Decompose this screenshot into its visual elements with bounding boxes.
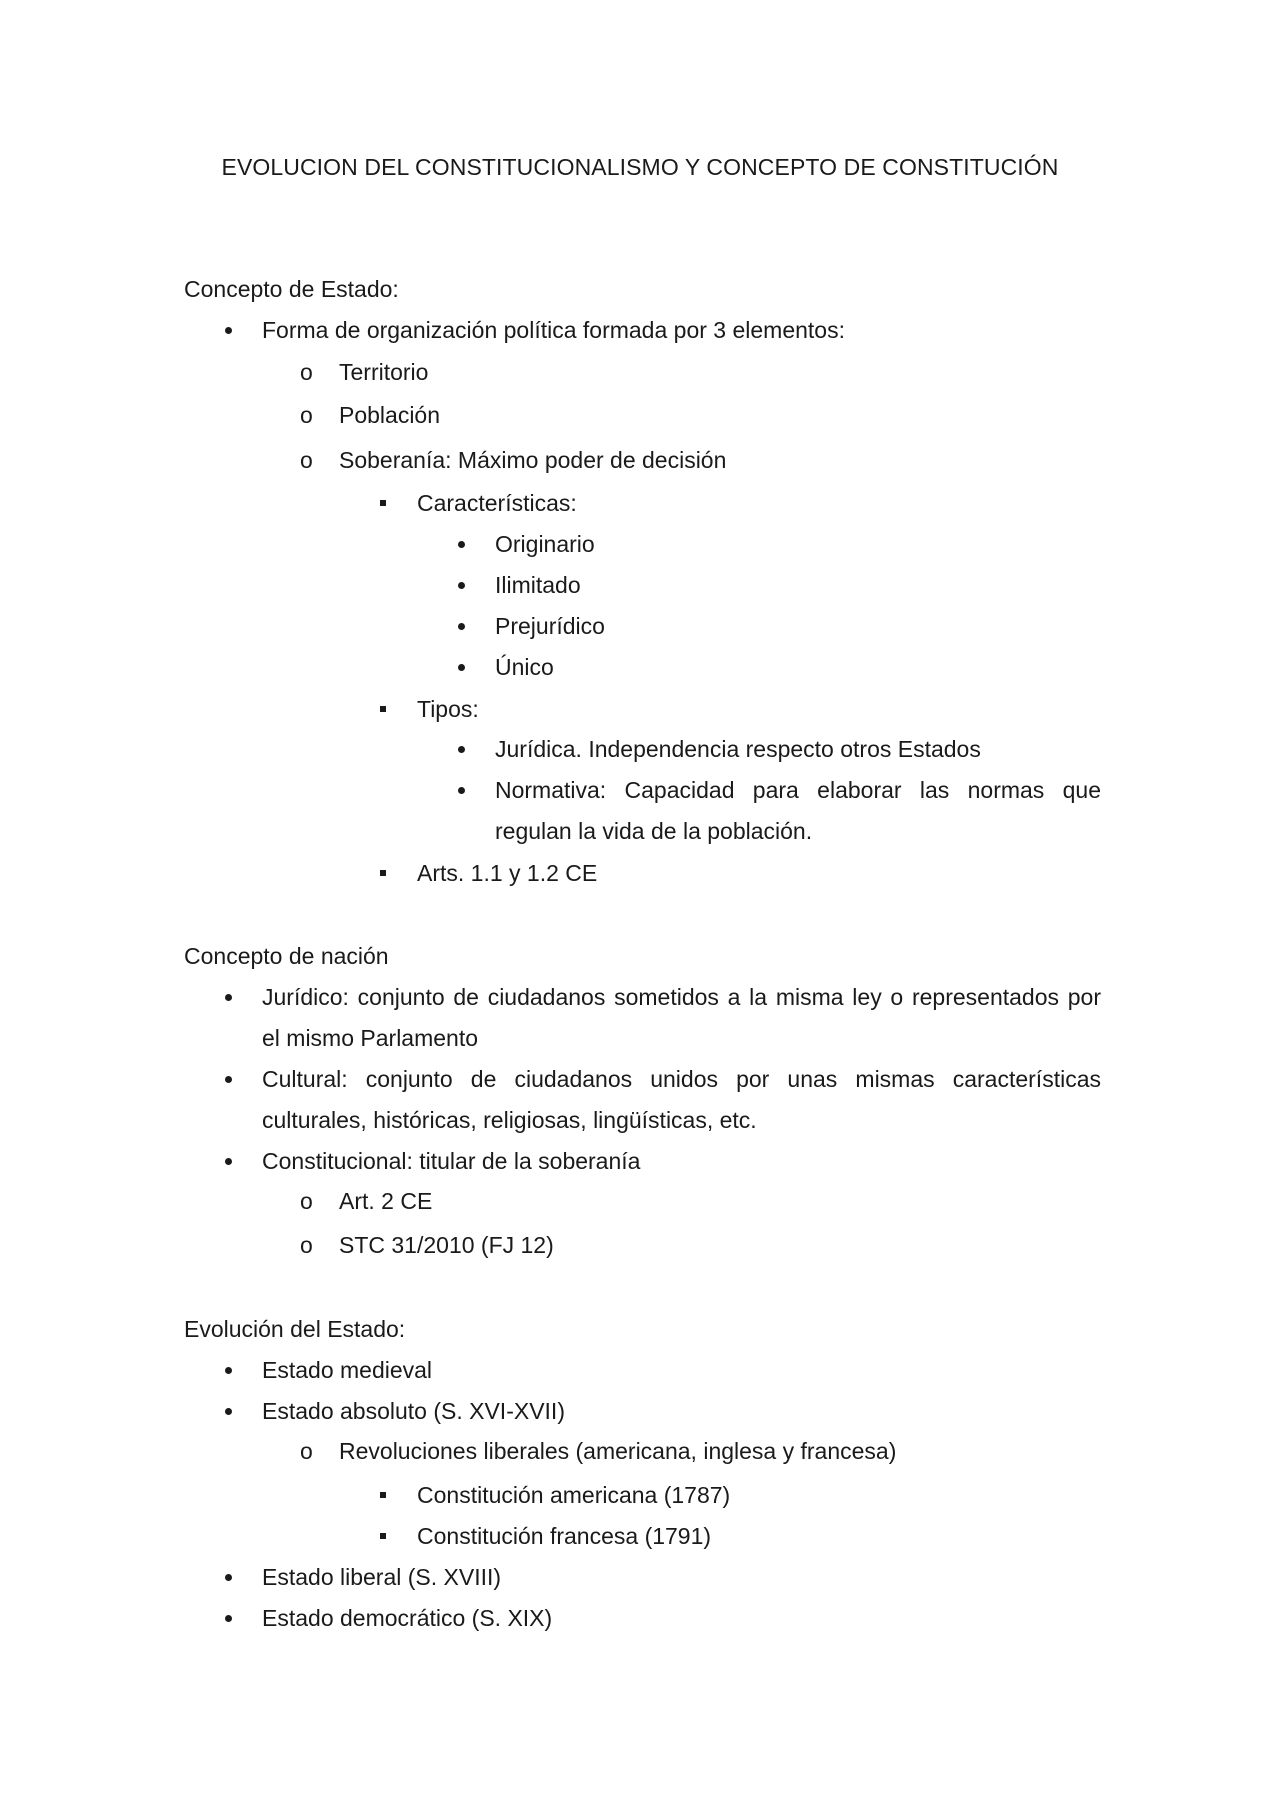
bullet-o-icon: o — [300, 1232, 313, 1258]
bullet-dot-icon — [458, 541, 465, 548]
section-heading-nacion: Concepto de nación — [184, 943, 389, 969]
bullet-square-icon — [380, 706, 386, 712]
list-item: Ilimitado — [495, 572, 581, 598]
bullet-o-icon: o — [300, 402, 313, 428]
section-heading-estado: Concepto de Estado: — [184, 276, 399, 302]
bullet-square-icon — [380, 500, 386, 506]
list-item: Soberanía: Máximo poder de decisión — [339, 447, 727, 473]
bullet-square-icon — [380, 870, 386, 876]
bullet-dot-icon — [458, 664, 465, 671]
list-item: Jurídica. Independencia respecto otros Estados — [495, 736, 981, 762]
list-item: Prejurídico — [495, 613, 605, 639]
list-item: Originario — [495, 531, 595, 557]
list-item-continuation: regulan la vida de la población. — [495, 818, 813, 844]
list-item: Población — [339, 402, 441, 428]
bullet-dot-icon — [458, 623, 465, 630]
list-item: Constitución francesa (1791) — [417, 1523, 712, 1549]
bullet-o-icon: o — [300, 1438, 313, 1464]
list-item: Único — [495, 654, 554, 680]
list-item: Constitucional: titular de la soberanía — [262, 1148, 641, 1174]
list-item: Arts. 1.1 y 1.2 CE — [417, 860, 598, 886]
bullet-square-icon — [380, 1492, 386, 1498]
list-item: Estado democrático (S. XIX) — [262, 1605, 553, 1631]
bullet-dot-icon — [225, 327, 232, 334]
section-heading-evolucion: Evolución del Estado: — [184, 1316, 406, 1342]
bullet-dot-icon — [225, 1158, 232, 1165]
list-item: Constitución americana (1787) — [417, 1482, 731, 1508]
list-item: Tipos: — [417, 696, 479, 722]
list-item: Art. 2 CE — [339, 1188, 433, 1214]
list-item-continuation: culturales, históricas, religiosas, lingüísticas, etc. — [262, 1107, 757, 1133]
document-title: EVOLUCION DEL CONSTITUCIONALISMO Y CONCEPTO DE CONSTITUCIÓN — [221, 154, 1059, 180]
list-item: Características: — [417, 490, 577, 516]
list-item: Normativa: Capacidad para elaborar las normas que — [495, 777, 1101, 803]
bullet-dot-icon — [225, 994, 232, 1001]
bullet-dot-icon — [225, 1615, 232, 1622]
bullet-dot-icon — [458, 582, 465, 589]
list-item: Revoluciones liberales (americana, inglesa y francesa) — [339, 1438, 897, 1464]
bullet-dot-icon — [225, 1574, 232, 1581]
bullet-dot-icon — [458, 787, 465, 794]
bullet-dot-icon — [458, 746, 465, 753]
bullet-dot-icon — [225, 1408, 232, 1415]
list-item-continuation: el mismo Parlamento — [262, 1025, 479, 1051]
bullet-o-icon: o — [300, 447, 313, 473]
list-item: Forma de organización política formada por 3 elementos: — [262, 317, 845, 343]
list-item: Estado absoluto (S. XVI-XVII) — [262, 1398, 565, 1424]
bullet-square-icon — [380, 1533, 386, 1539]
bullet-dot-icon — [225, 1076, 232, 1083]
list-item: Jurídico: conjunto de ciudadanos sometidos a la misma ley o representados por — [262, 984, 1101, 1010]
list-item: Cultural: conjunto de ciudadanos unidos por unas mismas características — [262, 1066, 1101, 1092]
list-item: Territorio — [339, 359, 429, 385]
list-item: Estado liberal (S. XVIII) — [262, 1564, 502, 1590]
bullet-o-icon: o — [300, 359, 313, 385]
bullet-dot-icon — [225, 1367, 232, 1374]
list-item: Estado medieval — [262, 1357, 433, 1383]
bullet-o-icon: o — [300, 1188, 313, 1214]
list-item: STC 31/2010 (FJ 12) — [339, 1232, 554, 1258]
